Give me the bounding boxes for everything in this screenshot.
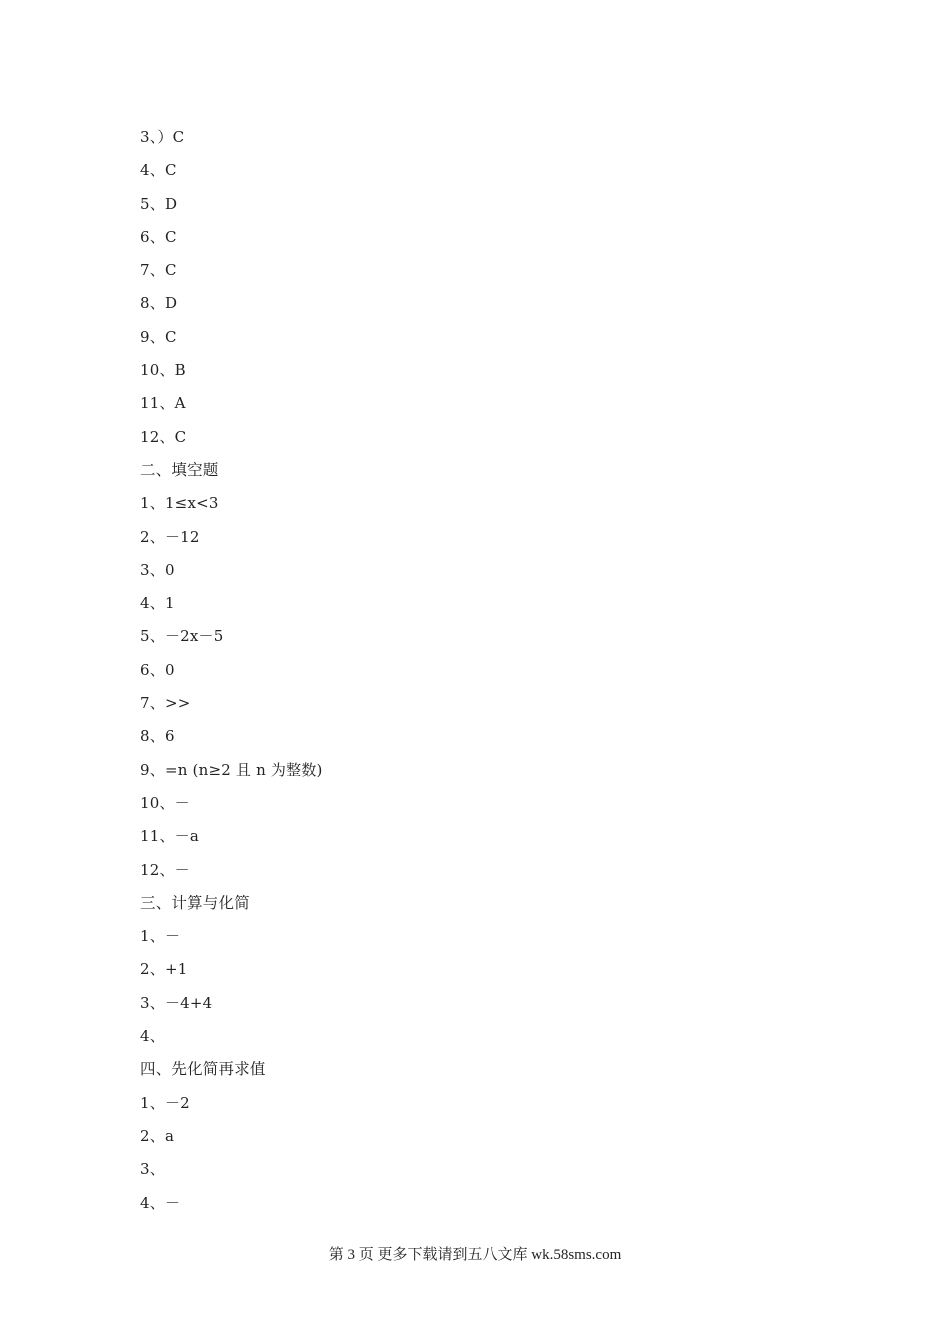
answer-line: 4、1 (140, 594, 175, 613)
answer-line: 9、=n (n≥2 且 n 为整数) (140, 760, 323, 779)
answer-line: 3、 (140, 1160, 165, 1179)
answer-line: 11、－a (140, 827, 200, 846)
answer-line: 10、B (140, 361, 186, 380)
answer-line: 2、a (140, 1126, 175, 1145)
answer-line: 7、>> (140, 694, 191, 713)
answer-list (140, 124, 820, 1223)
section-heading: 二、填空题 (140, 460, 219, 479)
answer-line: 1、－ (140, 927, 181, 946)
answer-line: 2、－12 (140, 527, 200, 546)
section-heading: 四、先化简再求值 (140, 1060, 266, 1079)
answer-line: 1、1≤x<3 (140, 494, 219, 513)
answer-line: 3、0 (140, 560, 175, 579)
answer-line: 3、－4+4 (140, 993, 213, 1012)
answer-line: 1、－2 (140, 1093, 190, 1112)
answer-line: 5、D (140, 194, 178, 213)
answer-line: 12、－ (140, 860, 190, 879)
answer-line: 5、－2x－5 (140, 627, 224, 646)
answer-line: 9、C (140, 327, 177, 346)
answer-line: 8、6 (140, 727, 175, 746)
answer-line: 6、0 (140, 660, 175, 679)
answer-line: 7、C (140, 261, 177, 280)
answer-line: 4、－ (140, 1193, 181, 1212)
answer-line: 6、C (140, 227, 177, 246)
answer-line: 4、 (140, 1027, 165, 1046)
page-footer: 第 3 页 更多下载请到五八文库 wk.58sms.com (328, 1247, 622, 1263)
answer-line: 8、D (140, 294, 178, 313)
answer-line: 3、）C (140, 128, 185, 146)
section-heading: 三、计算与化简 (140, 893, 250, 912)
answer-line: 12、C (140, 427, 187, 446)
answer-line: 10、－ (140, 793, 190, 812)
answer-line: 2、+1 (140, 960, 188, 979)
answer-line: 11、A (140, 394, 186, 413)
answer-line: 4、C (140, 161, 177, 180)
